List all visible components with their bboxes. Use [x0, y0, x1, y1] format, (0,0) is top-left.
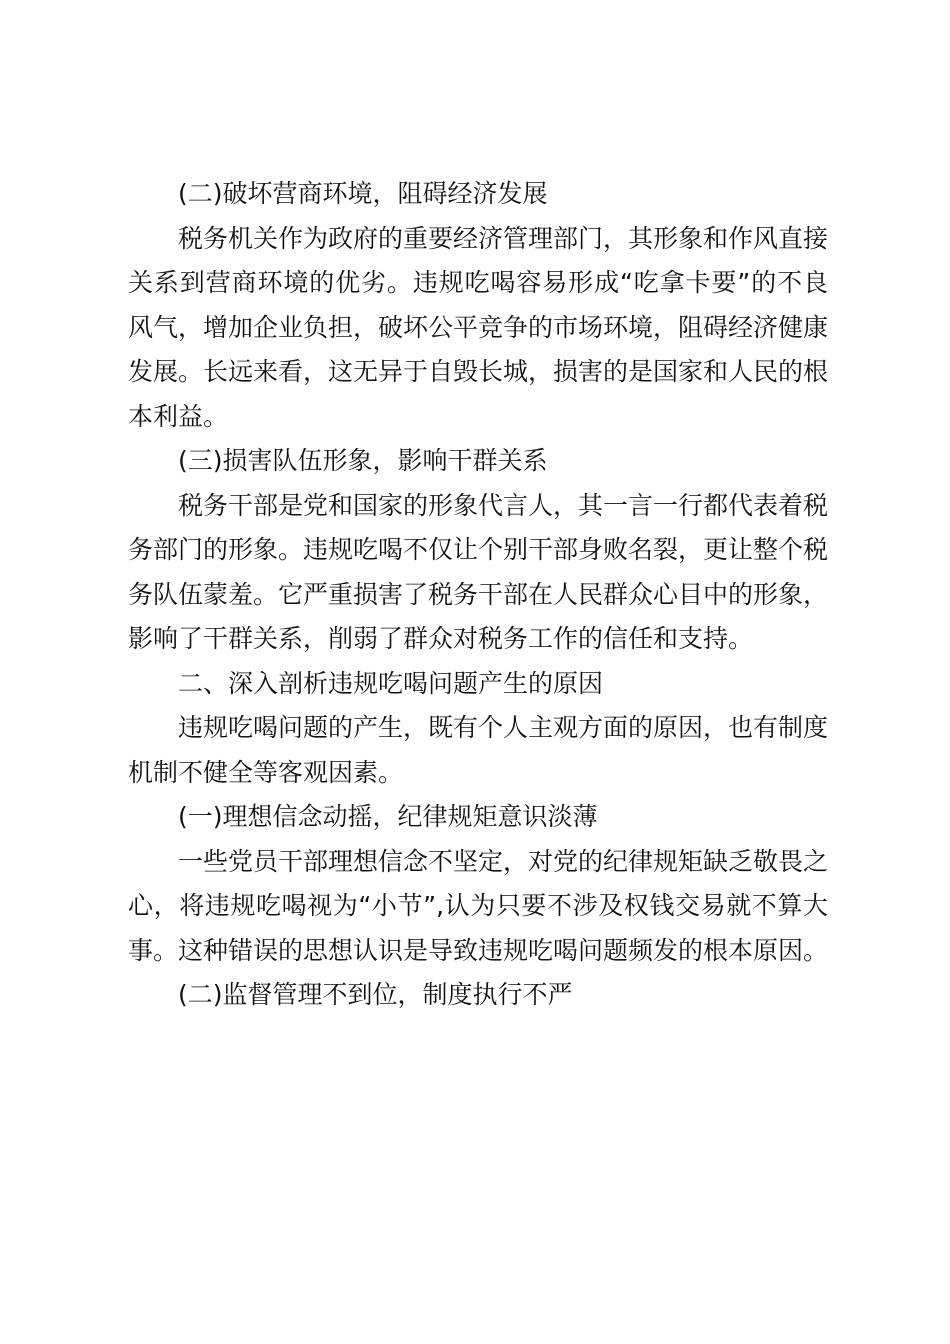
body-paragraph-team-image: 税务干部是党和国家的形象代言人，其一言一行都代表着税务部门的形象。违规吃喝不仅让个别干部身败名裂，更让整个税务队伍蒙羞。它严重损害了税务干部在人民群众心目中的形象，影响了干群关系，削弱了群众对税务工作的信任和支持。	[128, 490, 829, 653]
section-heading-ideals: (一)理想信念动摇，纪律规矩意识淡薄	[178, 802, 598, 831]
body-paragraph-business-environment: 税务机关作为政府的重要经济管理部门，其形象和作风直接关系到营商环境的优劣。违规吃喝容易形成“吃拿卡要”的不良风气，增加企业负担，破坏公平竞争的市场环境，阻碍经济健康发展。长远来看，这无异于自毁长城，损害的是国家和人民的根本利益。	[128, 223, 829, 431]
document-body	[128, 172, 828, 1018]
section-heading-team-image: (三)损害队伍形象，影响干群关系	[178, 446, 548, 475]
body-paragraph-ideals: 一些党员干部理想信念不坚定，对党的纪律规矩缺乏敬畏之心，将违规吃喝视为“小节”,认为只要不涉及权钱交易就不算大事。这种错误的思想认识是导致违规吃喝问题频发的根本原因。	[128, 846, 829, 965]
section-heading-supervision: (二)监督管理不到位，制度执行不严	[178, 980, 573, 1009]
section-heading-business-environment: (二)破坏营商环境，阻碍经济发展	[178, 179, 548, 208]
body-paragraph-causes-intro: 违规吃喝问题的产生，既有个人主观方面的原因，也有制度机制不健全等客观因素。	[128, 713, 829, 787]
chapter-heading-causes: 二、深入剖析违规吃喝问题产生的原因	[178, 668, 604, 698]
